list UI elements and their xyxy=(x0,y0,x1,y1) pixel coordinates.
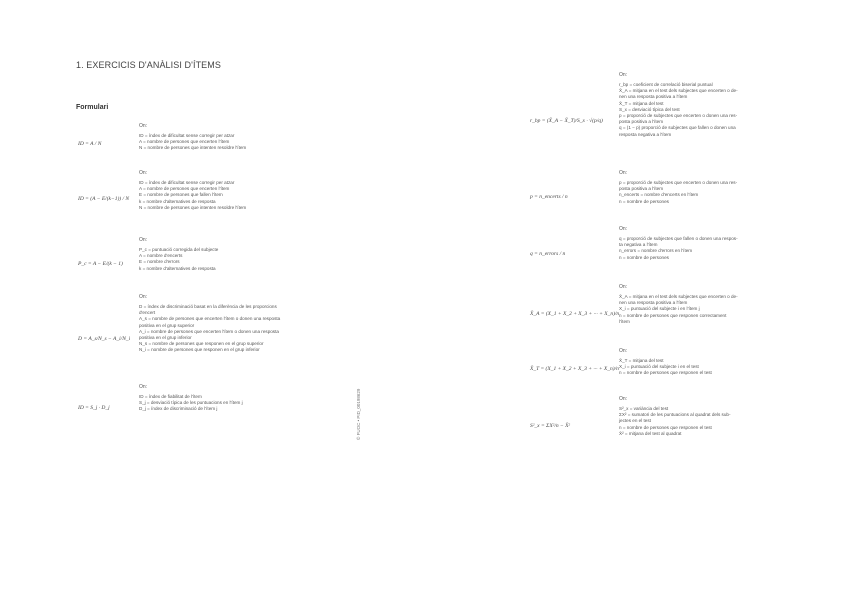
on-label: On: xyxy=(139,170,148,176)
definition-line: r_bp = coeficient de correlació biserial puntual xyxy=(619,82,713,87)
on-label: On: xyxy=(139,123,148,129)
definition-line: n_errors = nombre d'errors en l'ítem xyxy=(619,248,693,254)
on-label: On: xyxy=(139,294,148,300)
definition-line: ta negativa a l'ítem xyxy=(619,242,658,248)
definition-line: ID = índex de fiabilitat de l'ítem xyxy=(139,394,202,399)
formula-mean-correct-group: X̄_A = (X_1 + X_2 + X_3 + ··· + X_n)/n xyxy=(530,311,620,317)
definition-line: positiva en el grup inferior xyxy=(139,335,192,341)
definition-line: posta positiva a l'ítem xyxy=(619,119,664,125)
definition-line: X̄_A = mitjana en el test dels subjectes que encerten o de- xyxy=(619,88,738,94)
definition-list xyxy=(619,180,737,205)
definition-line: nen una resposta positiva a l'ítem xyxy=(619,300,688,306)
definition-list xyxy=(619,236,738,261)
definition-line: N_s = nombre de persones que responen en el grup superior xyxy=(139,341,264,347)
definition-list xyxy=(139,133,246,152)
on-label: On: xyxy=(619,72,628,78)
on-label: On: xyxy=(619,284,628,290)
margin-vertical-text: © FUOC • PID_00198629 xyxy=(356,388,361,440)
definition-line: E = nombre d'errors xyxy=(139,259,180,265)
definition-line: A_i = nombre de persones que encerten l'ítem o donen una resposta xyxy=(139,328,279,334)
formula-reliability-index: ID = S_j · D_j xyxy=(78,405,110,411)
definition-line: X_i = puntuació del subjecte i en l'ítem j xyxy=(619,306,700,312)
definition-list xyxy=(139,247,218,272)
definition-list xyxy=(139,394,243,413)
formula-discrimination: D = A_s/N_s − A_i/N_i xyxy=(78,336,131,342)
definition-line: ID = índex de dificultat sense corregir per atzar xyxy=(139,133,235,138)
definition-line: nen una resposta positiva a l'ítem xyxy=(619,94,688,100)
definition-line: X̄² = mitjana del test al quadrat xyxy=(619,430,682,436)
definition-line: E = nombre de persones que fallen l'ítem xyxy=(139,192,223,198)
section-title: 1. EXERCICIS D'ANÀLISI D'ÍTEMS xyxy=(76,60,221,70)
definition-line: N = nombre de persones que intenten resoldre l'ítem xyxy=(139,145,247,151)
formula-difficulty: ID = A / N xyxy=(78,141,102,147)
formula-difficulty-corrected: ID = (A − E/(k−1)) / N xyxy=(78,196,130,202)
definition-line: A = nombre de persones que encerten l'ítem xyxy=(139,186,230,192)
definition-line: n = nombre de persones que responen el test xyxy=(619,370,712,376)
formula-corrected-score: P_c = A − E/(k − 1) xyxy=(78,261,123,267)
definition-line: D_j = índex de discriminació de l'ítem j xyxy=(139,406,218,412)
definition-line: n_encerts = nombre d'encerts en l'ítem xyxy=(619,192,699,198)
formula-point-biserial: r_bp = (X̄_A − X̄_T)/S_x · √(p/q) xyxy=(530,118,603,124)
definition-line: N = nombre de persones que intenten resoldre l'ítem xyxy=(139,204,247,210)
formula-proportion-errors: q = n_errors / n xyxy=(530,251,566,257)
definition-line: k = nombre d'alternatives de resposta xyxy=(139,198,216,204)
definition-line: n = nombre de persones que responen correctament xyxy=(619,312,727,318)
definition-line: P_c = puntuació corregida del subjecte xyxy=(139,247,219,252)
definition-line: jectes en el test xyxy=(619,418,651,424)
definition-line: n = nombre de persones xyxy=(619,198,669,204)
definition-line: q = (1 − p) proporció de subjectes que fallen o donen una xyxy=(619,125,736,131)
definition-line: D = índex de discriminació basat en la diferència de les proporcions xyxy=(139,304,277,309)
on-label: On: xyxy=(139,237,148,243)
definition-line: N_i = nombre de persones que responen en el grup inferior xyxy=(139,347,260,353)
definition-line: A = nombre de persones que encerten l'ítem xyxy=(139,139,230,145)
definition-list xyxy=(619,406,731,437)
definition-line: S_j = desviació típica de les puntuacions en l'ítem j xyxy=(139,400,243,406)
formulary-heading: Formulari xyxy=(76,104,109,111)
on-label: On: xyxy=(139,384,148,390)
definition-line: n = nombre de persones que responen el test xyxy=(619,424,712,430)
definition-line: X̄_T = mitjana del test xyxy=(619,358,664,363)
formula-test-variance: S²_x = ΣX²/n − X̄² xyxy=(530,423,571,429)
definition-line: n = nombre de persones xyxy=(619,254,669,260)
definition-line: p = proporció de subjectes que encerten o donen una res- xyxy=(619,113,738,119)
on-label: On: xyxy=(619,348,628,354)
on-label: On: xyxy=(619,226,628,232)
definition-line: ΣX² = sumatori de les puntuacions al quadrat dels sub- xyxy=(619,412,731,418)
definition-line: d'encert xyxy=(139,310,156,316)
definition-line: ID = índex de dificultat sense corregir per atzar xyxy=(139,180,235,185)
definition-line: q = proporció de subjectes que fallen o donen una respos- xyxy=(619,236,738,241)
definition-line: X̄_T = mitjana del test xyxy=(619,100,664,106)
definition-line: S_x = desviació típica del test xyxy=(619,106,680,112)
definition-line: positiva en el grup superior xyxy=(139,322,195,328)
definition-line: S²_x = variància del test xyxy=(619,406,669,411)
definition-line: A_s = nombre de persones que encerten l'ítem o donen una resposta xyxy=(139,316,281,322)
definition-line: p = proporció de subjectes que encerten o donen una res- xyxy=(619,180,738,185)
formula-test-mean: X̄_T = (X_1 + X_2 + X_3 + ··· + X_n)/n xyxy=(530,366,619,372)
definition-list xyxy=(619,358,712,377)
definition-line: resposta negativa a l'ítem xyxy=(619,131,672,137)
on-label: On: xyxy=(619,170,628,176)
definition-list xyxy=(619,82,738,138)
definition-line: X̄_A = mitjana en el test dels subjectes que encerten o de- xyxy=(619,294,738,299)
definition-line: l'ítem xyxy=(619,318,630,324)
on-label: On: xyxy=(619,396,628,402)
definition-line: A = nombre d'encerts xyxy=(139,253,183,259)
definition-list xyxy=(139,180,246,211)
definition-list xyxy=(139,304,280,354)
definition-list xyxy=(619,294,738,325)
definition-line: X_i = puntuació del subjecte i en el test xyxy=(619,364,699,370)
formula-proportion-correct: p = n_encerts / n xyxy=(530,194,568,200)
definition-line: posta positiva a l'ítem xyxy=(619,186,664,192)
definition-line: k = nombre d'alternatives de resposta xyxy=(139,265,216,271)
